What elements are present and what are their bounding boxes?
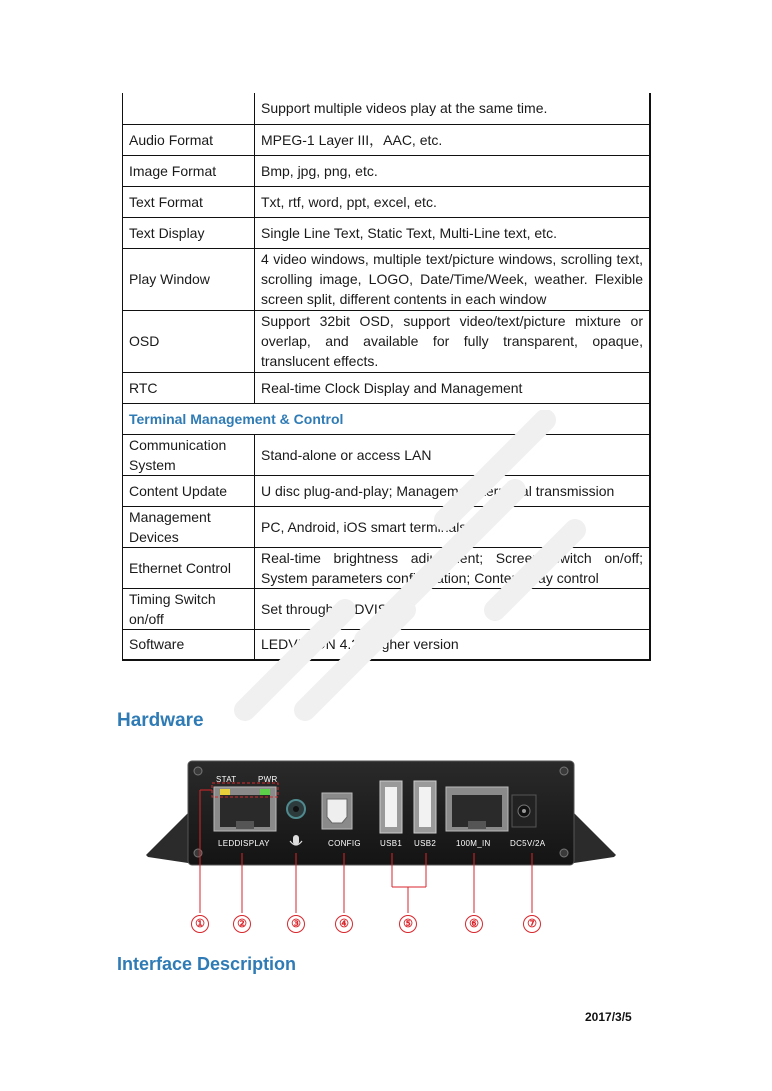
row-label: Audio Format [123,124,255,155]
spec-table [122,93,651,661]
callout-6: ⑥ [465,915,483,933]
row-value: U disc plug-and-play; Management terminal transmission [255,475,651,506]
callout-3: ③ [287,915,305,933]
row-label: Management Devices [123,506,255,547]
row-value: Support multiple videos play at the same time. [255,93,651,124]
table-row [123,372,651,403]
row-value: Txt, rtf, word, ppt, excel, etc. [255,186,651,217]
pwr-label: PWR [258,775,278,784]
hardware-heading: Hardware [117,710,204,731]
usb1-label: USB1 [380,839,403,848]
table-row [123,506,651,547]
table-row [123,186,651,217]
row-label: Ethernet Control [123,547,255,588]
row-label: Play Window [123,248,255,310]
stat-label: STAT [216,775,237,784]
row-label: Communication System [123,434,255,475]
dc-label: DC5V/2A [510,839,546,848]
table-row [123,475,651,506]
row-label: Content Update [123,475,255,506]
table-row [123,629,651,660]
table-row [123,155,651,186]
row-label [123,93,255,124]
device-illustration [146,755,616,945]
table-row [123,217,651,248]
callout-2: ② [233,915,251,933]
callout-7: ⑦ [523,915,541,933]
row-value: Support 32bit OSD, support video/text/picture mixture or overlap, and available for fully transparent, opaque, translucent effects. [255,310,651,372]
interface-heading: Interface Description [117,954,297,974]
row-value: Bmp, jpg, png, etc. [255,155,651,186]
table-row [123,248,651,310]
row-label: OSD [123,310,255,372]
row-value: Stand-alone or access LAN [255,434,651,475]
row-value: LEDVISION 4.20/higher version [255,629,651,660]
row-value: MPEG-1 Layer III，AAC, etc. [255,124,651,155]
row-value: PC, Android, iOS smart terminals [255,506,651,547]
row-value: Real-time Clock Display and Management [255,372,651,403]
table-row [123,124,651,155]
leddisplay-label: LEDDISPLAY [218,839,270,848]
row-label: RTC [123,372,255,403]
usb2-label: USB2 [414,839,437,848]
row-label: Text Display [123,217,255,248]
row-value: Set through LEDVISION [255,588,651,629]
table-section-row [123,403,651,434]
table-row [123,310,651,372]
row-value: Single Line Text, Static Text, Multi-Line text, etc. [255,217,651,248]
row-value: Real-time brightness adjustment; Screen switch on/off; System parameters configuration; Content play control [255,547,651,588]
row-label: Timing Switch on/off [123,588,255,629]
table-row [123,588,651,629]
table-row [123,434,651,475]
callout-5: ⑤ [399,915,417,933]
document-date: 2017/3/5 [585,1010,632,1024]
row-value: 4 video windows, multiple text/picture windows, scrolling text, scrolling image, LOGO, Date/Time/Week, weather. Flexible screen split, different contents in each window [255,248,651,310]
table-row [123,547,651,588]
callout-4: ④ [335,915,353,933]
row-label: Image Format [123,155,255,186]
lan-label: 100M_IN [456,839,491,848]
row-label: Text Format [123,186,255,217]
table-row [123,93,651,124]
config-label: CONFIG [328,839,361,848]
callout-1: ① [191,915,209,933]
section-title: Terminal Management & Control [123,403,651,434]
row-label: Software [123,629,255,660]
